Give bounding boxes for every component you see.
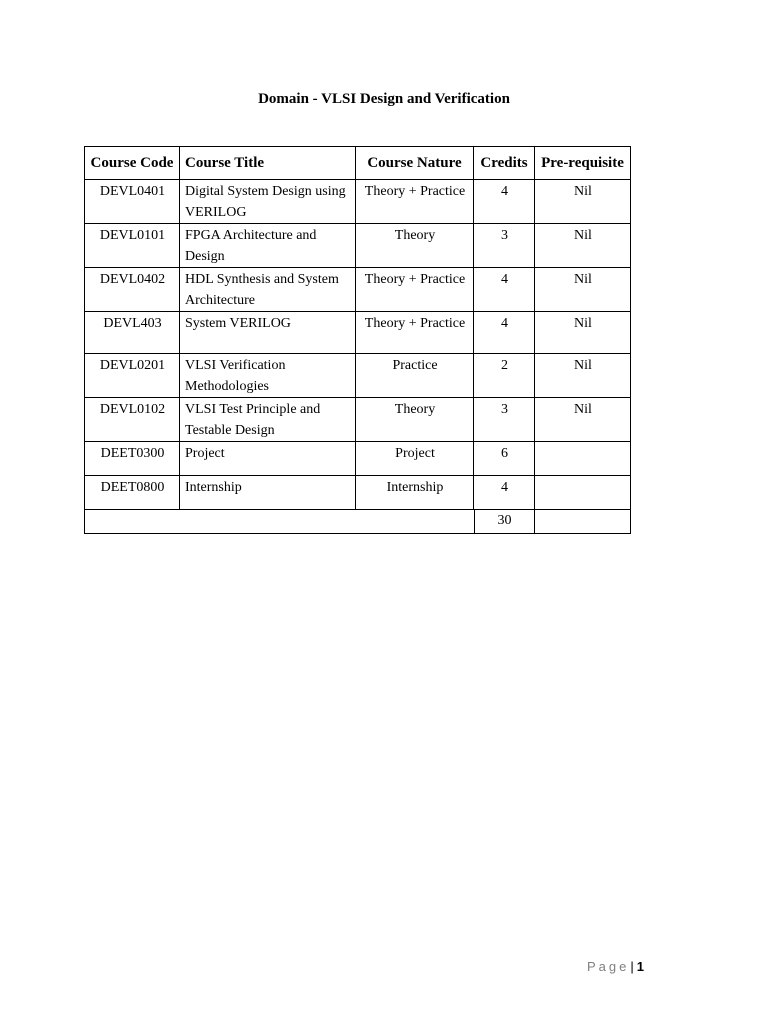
table-row bbox=[85, 398, 631, 442]
credits-cell: 3 bbox=[474, 224, 535, 268]
course-title-cell: FPGA Architecture and Design bbox=[180, 224, 356, 268]
header-course-code: Course Code bbox=[85, 147, 180, 180]
prerequisite-cell: Nil bbox=[535, 398, 631, 442]
course-code-cell: DEVL403 bbox=[85, 312, 180, 354]
course-title-cell: Digital System Design using VERILOG bbox=[180, 180, 356, 224]
header-course-title: Course Title bbox=[180, 147, 356, 180]
course-code-cell: DEVL0402 bbox=[85, 268, 180, 312]
course-title-cell: Internship bbox=[180, 476, 356, 510]
prerequisite-cell: Nil bbox=[535, 268, 631, 312]
table-row bbox=[85, 312, 631, 354]
course-nature-cell: Practice bbox=[356, 354, 474, 398]
total-label-cell bbox=[85, 510, 535, 534]
page-footer bbox=[587, 959, 644, 974]
total-credits-cell: 30 bbox=[474, 510, 534, 533]
prerequisite-cell: Nil bbox=[535, 312, 631, 354]
table-row bbox=[85, 442, 631, 476]
prerequisite-cell bbox=[535, 476, 631, 510]
page-number: 1 bbox=[636, 959, 644, 974]
credits-cell: 2 bbox=[474, 354, 535, 398]
prerequisite-cell: Nil bbox=[535, 354, 631, 398]
course-code-cell: DEET0300 bbox=[85, 442, 180, 476]
course-code-cell: DEVL0102 bbox=[85, 398, 180, 442]
header-course-nature: Course Nature bbox=[356, 147, 474, 180]
credits-cell: 3 bbox=[474, 398, 535, 442]
table-row bbox=[85, 268, 631, 312]
course-nature-cell: Theory + Practice bbox=[356, 180, 474, 224]
table-row bbox=[85, 354, 631, 398]
credits-cell: 6 bbox=[474, 442, 535, 476]
table-header-row bbox=[85, 147, 631, 180]
header-prerequisite: Pre-requisite bbox=[535, 147, 631, 180]
page-label: Page bbox=[587, 959, 630, 974]
course-nature-cell: Project bbox=[356, 442, 474, 476]
course-table bbox=[84, 146, 631, 534]
course-code-cell: DEET0800 bbox=[85, 476, 180, 510]
table-row bbox=[85, 476, 631, 510]
table-row bbox=[85, 180, 631, 224]
course-title-cell: VLSI Test Principle and Testable Design bbox=[180, 398, 356, 442]
header-credits: Credits bbox=[474, 147, 535, 180]
course-nature-cell: Theory bbox=[356, 224, 474, 268]
page-separator: | bbox=[630, 959, 634, 974]
table-row bbox=[85, 224, 631, 268]
prerequisite-cell bbox=[535, 442, 631, 476]
credits-cell: 4 bbox=[474, 180, 535, 224]
course-nature-cell: Internship bbox=[356, 476, 474, 510]
course-nature-cell: Theory + Practice bbox=[356, 312, 474, 354]
credits-cell: 4 bbox=[474, 312, 535, 354]
prerequisite-cell: Nil bbox=[535, 180, 631, 224]
total-prerequisite-cell bbox=[535, 510, 631, 534]
course-code-cell: DEVL0401 bbox=[85, 180, 180, 224]
credits-cell: 4 bbox=[474, 476, 535, 510]
course-title-cell: VLSI Verification Methodologies bbox=[180, 354, 356, 398]
course-title-cell: HDL Synthesis and System Architecture bbox=[180, 268, 356, 312]
course-title-cell: Project bbox=[180, 442, 356, 476]
course-title-cell: System VERILOG bbox=[180, 312, 356, 354]
total-row bbox=[85, 510, 631, 534]
course-nature-cell: Theory + Practice bbox=[356, 268, 474, 312]
course-nature-cell: Theory bbox=[356, 398, 474, 442]
course-code-cell: DEVL0201 bbox=[85, 354, 180, 398]
course-code-cell: DEVL0101 bbox=[85, 224, 180, 268]
credits-cell: 4 bbox=[474, 268, 535, 312]
document-title: Domain - VLSI Design and Verification bbox=[258, 91, 510, 107]
prerequisite-cell: Nil bbox=[535, 224, 631, 268]
